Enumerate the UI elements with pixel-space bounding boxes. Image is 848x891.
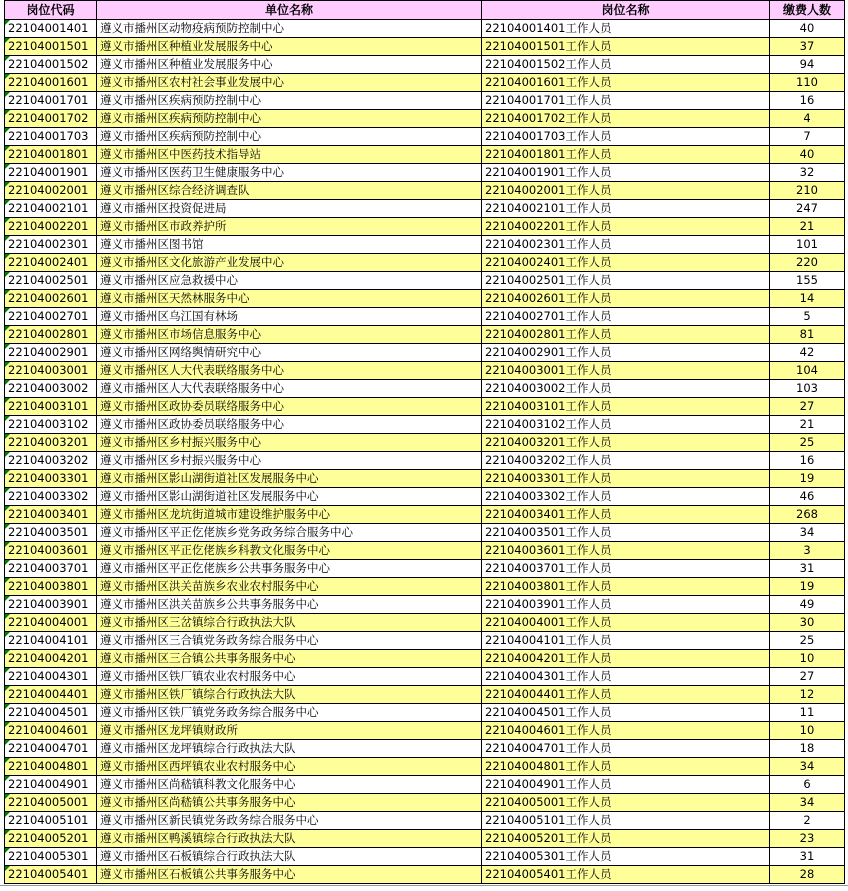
header-post[interactable]: 岗位名称 [482,1,770,20]
cell-count[interactable]: 81 [770,326,845,344]
cell-count[interactable]: 12 [770,686,845,704]
table-row [5,668,845,686]
cell-post[interactable]: 22104001601工作人员 [482,74,770,92]
cell-unit[interactable]: 遵义市播州区政协委员联络服务中心 [97,416,482,434]
cell-post[interactable]: 22104001901工作人员 [482,164,770,182]
table-row [5,290,845,308]
cell-code[interactable]: 22104003901 [5,596,97,614]
cell-count[interactable]: 6 [770,776,845,794]
cell-unit[interactable]: 遵义市播州区铁厂镇综合行政执法大队 [97,686,482,704]
cell-post[interactable]: 22104003002工作人员 [482,380,770,398]
cell-unit[interactable]: 遵义市播州区种植业发展服务中心 [97,38,482,56]
table-row [5,110,845,128]
cell-unit[interactable]: 遵义市播州区图书馆 [97,236,482,254]
cell-code[interactable]: 22104001701 [5,92,97,110]
table-row [5,488,845,506]
cell-count[interactable]: 4 [770,110,845,128]
cell-code[interactable]: 22104001801 [5,146,97,164]
cell-unit[interactable]: 遵义市播州区综合经济调查队 [97,182,482,200]
table-row [5,704,845,722]
cell-count[interactable]: 31 [770,560,845,578]
cell-post[interactable]: 22104004701工作人员 [482,740,770,758]
table-row [5,542,845,560]
table-row [5,722,845,740]
table-row [5,74,845,92]
cell-code[interactable]: 22104002101 [5,200,97,218]
cell-unit[interactable]: 遵义市播州区疾病预防控制中心 [97,110,482,128]
cell-count[interactable]: 46 [770,488,845,506]
cell-post[interactable]: 22104002601工作人员 [482,290,770,308]
table-row [5,218,845,236]
cell-post[interactable]: 22104004901工作人员 [482,776,770,794]
table-row [5,182,845,200]
cell-code[interactable]: 22104002801 [5,326,97,344]
cell-code[interactable]: 22104002301 [5,236,97,254]
header-row [5,1,845,20]
cell-unit[interactable]: 遵义市播州区投资促进局 [97,200,482,218]
cell-code[interactable]: 22104004701 [5,740,97,758]
table-row [5,38,845,56]
cell-unit[interactable]: 遵义市播州区尚嵇镇科教文化服务中心 [97,776,482,794]
table-row [5,200,845,218]
cell-unit[interactable]: 遵义市播州区三合镇党务政务综合服务中心 [97,632,482,650]
cell-count[interactable]: 30 [770,614,845,632]
cell-post[interactable]: 22104003601工作人员 [482,542,770,560]
cell-code[interactable]: 22104003202 [5,452,97,470]
cell-code[interactable]: 22104003801 [5,578,97,596]
table-row [5,614,845,632]
cell-count[interactable]: 25 [770,434,845,452]
cell-code[interactable]: 22104004801 [5,758,97,776]
cell-count[interactable]: 103 [770,380,845,398]
cell-unit[interactable]: 遵义市播州区影山湖街道社区发展服务中心 [97,488,482,506]
cell-unit[interactable]: 遵义市播州区三岔镇综合行政执法大队 [97,614,482,632]
cell-post[interactable]: 22104003401工作人员 [482,506,770,524]
cell-count[interactable]: 5 [770,308,845,326]
cell-code[interactable]: 22104005001 [5,794,97,812]
cell-post[interactable]: 22104002701工作人员 [482,308,770,326]
cell-count[interactable]: 94 [770,56,845,74]
cell-count[interactable]: 32 [770,164,845,182]
cell-count[interactable]: 34 [770,758,845,776]
cell-count[interactable]: 34 [770,524,845,542]
table-row [5,128,845,146]
cell-code[interactable]: 22104003102 [5,416,97,434]
cell-post[interactable]: 22104001703工作人员 [482,128,770,146]
cell-post[interactable]: 22104003901工作人员 [482,596,770,614]
cell-post[interactable]: 22104004101工作人员 [482,632,770,650]
cell-unit[interactable]: 遵义市播州区人大代表联络服务中心 [97,362,482,380]
cell-code[interactable]: 22104003101 [5,398,97,416]
cell-post[interactable]: 22104001801工作人员 [482,146,770,164]
cell-unit[interactable]: 遵义市播州区市场信息服务中心 [97,326,482,344]
cell-code[interactable]: 22104003301 [5,470,97,488]
table-row [5,632,845,650]
cell-post[interactable]: 22104004801工作人员 [482,758,770,776]
table-row [5,308,845,326]
cell-unit[interactable]: 遵义市播州区龙坪镇财政所 [97,722,482,740]
cell-code[interactable]: 22104003701 [5,560,97,578]
cell-post[interactable]: 22104005201工作人员 [482,830,770,848]
cell-post[interactable]: 22104004601工作人员 [482,722,770,740]
cell-count[interactable]: 18 [770,740,845,758]
cell-code[interactable]: 22104002701 [5,308,97,326]
cell-post[interactable]: 22104002301工作人员 [482,236,770,254]
cell-count[interactable]: 42 [770,344,845,362]
cell-count[interactable]: 37 [770,38,845,56]
cell-count[interactable]: 31 [770,848,845,866]
cell-code[interactable]: 22104002601 [5,290,97,308]
cell-unit[interactable]: 遵义市播州区龙坑街道城市建设维护服务中心 [97,506,482,524]
table-row [5,794,845,812]
cell-count[interactable]: 40 [770,20,845,38]
cell-post[interactable]: 22104001702工作人员 [482,110,770,128]
cell-count[interactable]: 3 [770,542,845,560]
cell-post[interactable]: 22104005301工作人员 [482,848,770,866]
cell-count[interactable]: 7 [770,128,845,146]
cell-code[interactable]: 22104004601 [5,722,97,740]
cell-unit[interactable]: 遵义市播州区龙坪镇综合行政执法大队 [97,740,482,758]
table-row [5,380,845,398]
table-body [5,20,845,884]
cell-unit[interactable]: 遵义市播州区农村社会事业发展中心 [97,74,482,92]
cell-unit[interactable]: 遵义市播州区市政养护所 [97,218,482,236]
table-row [5,20,845,38]
cell-post[interactable]: 22104003501工作人员 [482,524,770,542]
cell-unit[interactable]: 遵义市播州区石板镇综合行政执法大队 [97,848,482,866]
cell-count[interactable]: 27 [770,398,845,416]
cell-code[interactable]: 22104001702 [5,110,97,128]
cell-count[interactable]: 10 [770,650,845,668]
cell-count[interactable]: 11 [770,704,845,722]
table-row [5,92,845,110]
cell-post[interactable]: 22104004301工作人员 [482,668,770,686]
cell-unit[interactable]: 遵义市播州区平正仡佬族乡科教文化服务中心 [97,542,482,560]
table-row [5,866,845,884]
cell-code[interactable]: 22104005201 [5,830,97,848]
cell-count[interactable]: 34 [770,794,845,812]
header-count[interactable]: 缴费人数 [770,1,845,20]
cell-count[interactable]: 25 [770,632,845,650]
cell-post[interactable]: 22104003101工作人员 [482,398,770,416]
cell-unit[interactable]: 遵义市播州区疾病预防控制中心 [97,128,482,146]
cell-code[interactable]: 22104004001 [5,614,97,632]
cell-unit[interactable]: 遵义市播州区乡村振兴服务中心 [97,434,482,452]
table-row [5,398,845,416]
cell-unit[interactable]: 遵义市播州区三合镇公共事务服务中心 [97,650,482,668]
cell-code[interactable]: 22104005101 [5,812,97,830]
cell-unit[interactable]: 遵义市播州区洪关苗族乡农业农村服务中心 [97,578,482,596]
cell-count[interactable]: 40 [770,146,845,164]
cell-count[interactable]: 16 [770,452,845,470]
table-row [5,272,845,290]
cell-unit[interactable]: 遵义市播州区影山湖街道社区发展服务中心 [97,470,482,488]
cell-code[interactable]: 22104004901 [5,776,97,794]
table-row [5,326,845,344]
cell-unit[interactable]: 遵义市播州区人大代表联络服务中心 [97,380,482,398]
cell-post[interactable]: 22104004401工作人员 [482,686,770,704]
cell-post[interactable]: 22104002801工作人员 [482,326,770,344]
cell-count[interactable]: 155 [770,272,845,290]
cell-count[interactable]: 110 [770,74,845,92]
table-row [5,416,845,434]
cell-count[interactable]: 23 [770,830,845,848]
cell-code[interactable]: 22104003201 [5,434,97,452]
cell-unit[interactable]: 遵义市播州区天然林服务中心 [97,290,482,308]
cell-code[interactable]: 22104004101 [5,632,97,650]
table-row [5,560,845,578]
cell-code[interactable]: 22104002901 [5,344,97,362]
cell-post[interactable]: 22104002901工作人员 [482,344,770,362]
cell-unit[interactable]: 遵义市播州区动物疫病预防控制中心 [97,20,482,38]
cell-code[interactable]: 22104004301 [5,668,97,686]
cell-count[interactable]: 49 [770,596,845,614]
cell-code[interactable]: 22104001601 [5,74,97,92]
cell-count[interactable]: 2 [770,812,845,830]
cell-code[interactable]: 22104001501 [5,38,97,56]
cell-post[interactable]: 22104004201工作人员 [482,650,770,668]
cell-unit[interactable]: 遵义市播州区鸭溪镇综合行政执法大队 [97,830,482,848]
cell-unit[interactable]: 遵义市播州区乡村振兴服务中心 [97,452,482,470]
cell-unit[interactable]: 遵义市播州区网络舆情研究中心 [97,344,482,362]
cell-unit[interactable]: 遵义市播州区西坪镇农业农村服务中心 [97,758,482,776]
cell-unit[interactable]: 遵义市播州区政协委员联络服务中心 [97,398,482,416]
table-row [5,434,845,452]
table-row [5,524,845,542]
cell-count[interactable]: 210 [770,182,845,200]
table-row [5,362,845,380]
table-row [5,344,845,362]
cell-unit[interactable]: 遵义市播州区医药卫生健康服务中心 [97,164,482,182]
cell-unit[interactable]: 遵义市播州区石板镇公共事务服务中心 [97,866,482,884]
fee-table [4,0,845,884]
cell-unit[interactable]: 遵义市播州区疾病预防控制中心 [97,92,482,110]
table-row [5,452,845,470]
cell-unit[interactable]: 遵义市播州区铁厂镇党务政务综合服务中心 [97,704,482,722]
cell-post[interactable]: 22104005101工作人员 [482,812,770,830]
cell-code[interactable]: 22104002401 [5,254,97,272]
table-row [5,740,845,758]
table-row [5,146,845,164]
status-bar [0,885,848,891]
table-row [5,830,845,848]
cell-code[interactable]: 22104005301 [5,848,97,866]
table-row [5,758,845,776]
cell-code[interactable]: 22104002201 [5,218,97,236]
cell-post[interactable]: 22104002501工作人员 [482,272,770,290]
table-row [5,56,845,74]
cell-unit[interactable]: 遵义市播州区中医药技术指导站 [97,146,482,164]
cell-post[interactable]: 22104003001工作人员 [482,362,770,380]
cell-code[interactable]: 22104003302 [5,488,97,506]
table-row [5,686,845,704]
cell-unit[interactable]: 遵义市播州区平正仡佬族乡公共事务服务中心 [97,560,482,578]
cell-post[interactable]: 22104003801工作人员 [482,578,770,596]
cell-post[interactable]: 22104002001工作人员 [482,182,770,200]
cell-count[interactable]: 21 [770,218,845,236]
cell-code[interactable]: 22104001401 [5,20,97,38]
cell-count[interactable]: 16 [770,92,845,110]
cell-count[interactable]: 19 [770,578,845,596]
table-row [5,254,845,272]
table-row [5,812,845,830]
cell-post[interactable]: 22104001502工作人员 [482,56,770,74]
cell-code[interactable]: 22104001703 [5,128,97,146]
table-row [5,236,845,254]
header-code[interactable]: 岗位代码 [5,1,97,20]
cell-post[interactable]: 22104003302工作人员 [482,488,770,506]
cell-code[interactable]: 22104005401 [5,866,97,884]
cell-code[interactable]: 22104002501 [5,272,97,290]
cell-unit[interactable]: 遵义市播州区洪关苗族乡公共事务服务中心 [97,596,482,614]
cell-post[interactable]: 22104003202工作人员 [482,452,770,470]
cell-post[interactable]: 22104002101工作人员 [482,200,770,218]
table-row [5,470,845,488]
cell-count[interactable]: 268 [770,506,845,524]
cell-unit[interactable]: 遵义市播州区平正仡佬族乡党务政务综合服务中心 [97,524,482,542]
cell-code[interactable]: 22104003001 [5,362,97,380]
cell-post[interactable]: 22104003301工作人员 [482,470,770,488]
cell-post[interactable]: 22104001401工作人员 [482,20,770,38]
cell-code[interactable]: 22104004401 [5,686,97,704]
cell-count[interactable]: 101 [770,236,845,254]
cell-post[interactable]: 22104004501工作人员 [482,704,770,722]
cell-post[interactable]: 22104005001工作人员 [482,794,770,812]
table-row [5,650,845,668]
cell-count[interactable]: 104 [770,362,845,380]
table-row [5,596,845,614]
cell-unit[interactable]: 遵义市播州区文化旅游产业发展中心 [97,254,482,272]
table-row [5,848,845,866]
cell-unit[interactable]: 遵义市播州区乌江国有林场 [97,308,482,326]
cell-count[interactable]: 14 [770,290,845,308]
cell-post[interactable]: 22104003102工作人员 [482,416,770,434]
cell-code[interactable]: 22104003401 [5,506,97,524]
cell-code[interactable]: 22104003601 [5,542,97,560]
header-unit[interactable]: 单位名称 [97,1,482,20]
cell-count[interactable]: 19 [770,470,845,488]
cell-code[interactable]: 22104003501 [5,524,97,542]
cell-code[interactable]: 22104002001 [5,182,97,200]
cell-count[interactable]: 220 [770,254,845,272]
cell-count[interactable]: 247 [770,200,845,218]
cell-unit[interactable]: 遵义市播州区应急救援中心 [97,272,482,290]
cell-code[interactable]: 22104001901 [5,164,97,182]
cell-unit[interactable]: 遵义市播州区尚嵇镇公共事务服务中心 [97,794,482,812]
cell-code[interactable]: 22104004201 [5,650,97,668]
cell-post[interactable]: 22104004001工作人员 [482,614,770,632]
cell-post[interactable]: 22104001501工作人员 [482,38,770,56]
cell-unit[interactable]: 遵义市播州区新民镇党务政务综合服务中心 [97,812,482,830]
cell-post[interactable]: 22104003701工作人员 [482,560,770,578]
table-row [5,578,845,596]
cell-code[interactable]: 22104001502 [5,56,97,74]
cell-count[interactable]: 21 [770,416,845,434]
cell-post[interactable]: 22104002401工作人员 [482,254,770,272]
cell-unit[interactable]: 遵义市播州区种植业发展服务中心 [97,56,482,74]
table-row [5,776,845,794]
cell-post[interactable]: 22104001701工作人员 [482,92,770,110]
cell-post[interactable]: 22104002201工作人员 [482,218,770,236]
cell-unit[interactable]: 遵义市播州区铁厂镇农业农村服务中心 [97,668,482,686]
cell-count[interactable]: 10 [770,722,845,740]
cell-post[interactable]: 22104003201工作人员 [482,434,770,452]
table-row [5,506,845,524]
cell-post[interactable]: 22104005401工作人员 [482,866,770,884]
cell-code[interactable]: 22104003002 [5,380,97,398]
cell-count[interactable]: 27 [770,668,845,686]
cell-code[interactable]: 22104004501 [5,704,97,722]
table-row [5,164,845,182]
cell-count[interactable]: 28 [770,866,845,884]
